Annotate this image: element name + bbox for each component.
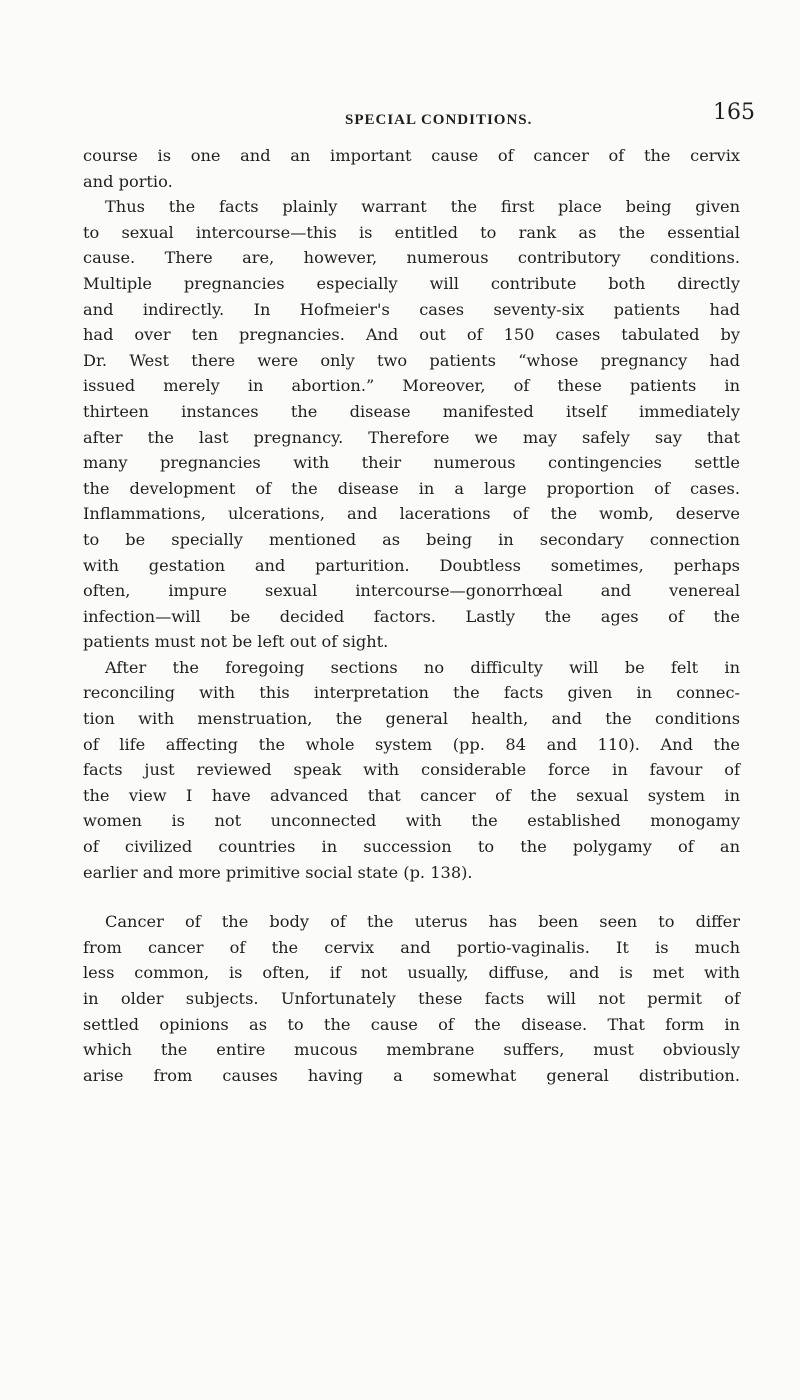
text-line: to be specially mentioned as being in secondary connection [83, 529, 740, 549]
text-line: infection—will be decided factors. Lastly the ages of the [83, 606, 740, 626]
page-number: 165 [713, 100, 755, 125]
text-line: Cancer of the body of the uterus has been seen to differ [105, 912, 740, 932]
text-line: course is one and an important cause of cancer of the cervix [83, 146, 740, 165]
text-line: patients must not be left out of sight. [83, 632, 389, 652]
text-line: facts just reviewed speak with considerable force in favour of [83, 760, 740, 780]
paragraph-continuation [83, 143, 740, 194]
text-line: of civilized countries in succession to the polygamy of an [83, 837, 740, 857]
text-line: had over ten pregnancies. And out of 150 cases tabulated by [83, 325, 740, 345]
text-line: of life affecting the whole system (pp. 84 and 110). And the [83, 734, 740, 754]
text-line: many pregnancies with their numerous contingencies settle [83, 453, 740, 473]
text-line: in older subjects. Unfortunately these facts will not permit of [83, 989, 740, 1008]
text-line: often, impure sexual intercourse—gonorrhœal and venereal [83, 581, 740, 601]
text-line: from cancer of the cervix and portio-vaginalis. It is much [83, 937, 740, 957]
text-line: after the last pregnancy. Therefore we may safely say that [83, 427, 740, 447]
text-line: Multiple pregnancies especially will contribute both directly [83, 273, 740, 293]
text-line: the development of the disease in a large proportion of cases. [83, 478, 740, 498]
paragraph [83, 909, 740, 1088]
body-text [83, 143, 740, 1088]
text-line: Dr. West there were only two patients “whose pregnancy had [83, 350, 740, 370]
text-line: issued merely in abortion.” Moreover, of these patients in [83, 376, 740, 396]
text-line: Inflammations, ulcerations, and lacerations of the womb, deserve [83, 504, 740, 524]
text-line: thirteen instances the disease manifested itself immediately [83, 401, 740, 421]
text-line: to sexual intercourse—this is entitled to rank as the essential [83, 222, 740, 242]
text-line: which the entire mucous membrane suffers, must obviously [83, 1040, 740, 1060]
text-line: settled opinions as to the cause of the disease. That form in [83, 1014, 740, 1034]
text-line: After the foregoing sections no difficulty will be felt in [105, 657, 740, 677]
text-line: tion with menstruation, the general health, and the conditions [83, 709, 740, 729]
text-line: with gestation and parturition. Doubtless sometimes, perhaps [83, 555, 740, 575]
text-line: and indirectly. In Hofmeier's cases seventy-six patients had [83, 299, 740, 319]
text-line: the view I have advanced that cancer of the sexual system in [83, 785, 740, 805]
text-line: Thus the facts plainly warrant the first place being given [105, 197, 740, 217]
running-title: SPECIAL CONDITIONS. [345, 112, 533, 128]
text-line: cause. There are, however, numerous contributory conditions. [83, 248, 740, 268]
text-line: earlier and more primitive social state (p. 138). [83, 862, 473, 882]
text-line: women is not unconnected with the established monogamy [83, 811, 740, 831]
paragraph [83, 194, 740, 655]
text-line: reconciling with this interpretation the facts given in connec- [83, 683, 740, 703]
section-gap [83, 885, 740, 909]
paragraph [83, 655, 740, 885]
text-line: less common, is often, if not usually, diffuse, and is met with [83, 963, 740, 983]
text-line: and portio. [83, 171, 173, 191]
text-line: arise from causes having a somewhat general distribution. [83, 1065, 740, 1085]
